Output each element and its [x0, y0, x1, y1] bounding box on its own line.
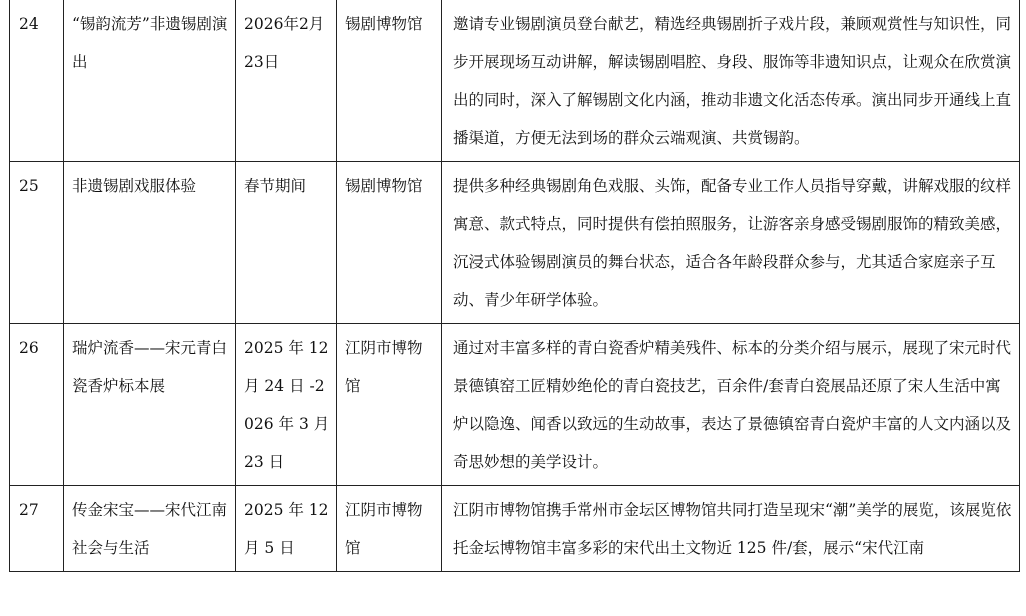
- event-date: [236, 0, 337, 162]
- event-description-text: 提供多种经典锡剧角色戏服、头饰，配备专业工作人员指导穿戴，讲解戏服的纹样寓意、款式特点，同时提供有偿拍照服务，让游客亲身感受锡剧服饰的精致美感，沉浸式体验锡剧演员的舞台状态，适合各年龄段群众参与，尤其适合家庭亲子互动、青少年研学体验。: [453, 177, 1012, 309]
- event-venue: [337, 0, 442, 162]
- event-description-text: 邀请专业锡剧演员登台献艺，精选经典锡剧折子戏片段，兼顾观赏性与知识性，同步开展现场互动讲解，解读锡剧唱腔、身段、服饰等非遗知识点，让观众在欣赏演出的同时，深入了解锡剧文化内涵，推动非遗文化活态传承。演出同步开通线上直播渠道，方便无法到场的群众云端观演、共赏锡韵。: [453, 15, 1012, 147]
- event-table: [9, 0, 1020, 572]
- event-venue: [337, 324, 442, 486]
- event-name-text: “锡韵流芳”非遗锡剧演出: [72, 15, 228, 71]
- row-number-text: 26: [19, 339, 39, 357]
- event-date: [236, 324, 337, 486]
- event-name: [64, 162, 236, 324]
- row-number: [10, 324, 64, 486]
- event-name: [64, 324, 236, 486]
- event-date-text: 2025 年 12 月 5 日: [244, 501, 329, 557]
- event-date-text: 2025 年 12 月 24 日 -2026 年 3 月 23 日: [244, 339, 330, 471]
- event-description: [442, 486, 1020, 572]
- event-description: [442, 324, 1020, 486]
- event-venue-text: 江阴市博物馆: [345, 501, 423, 557]
- event-venue: [337, 162, 442, 324]
- event-name: [64, 486, 236, 572]
- table-row: [10, 486, 1020, 572]
- event-date-text: 2026年2月23日: [244, 15, 325, 71]
- event-description: [442, 162, 1020, 324]
- row-number: [10, 162, 64, 324]
- row-number-text: 25: [19, 177, 39, 195]
- event-date: [236, 162, 337, 324]
- event-date: [236, 486, 337, 572]
- event-description: [442, 0, 1020, 162]
- row-number: [10, 0, 64, 162]
- event-venue: [337, 486, 442, 572]
- event-date-text: 春节期间: [244, 177, 307, 195]
- event-description-text: 通过对丰富多样的青白瓷香炉精美残件、标本的分类介绍与展示，展现了宋元时代景德镇窑工匠精妙绝伦的青白瓷技艺，百余件/套青白瓷展品还原了宋人生活中寓炉以隐逸、闻香以致远的生动故事，表达了景德镇窑青白瓷炉丰富的人文内涵以及奇思妙想的美学设计。: [453, 339, 1012, 471]
- row-number-text: 24: [19, 15, 39, 33]
- event-description-text: 江阴市博物馆携手常州市金坛区博物馆共同打造呈现宋“潮”美学的展览，该展览依托金坛博物馆丰富多彩的宋代出土文物近 125 件/套，展示“宋代江南: [453, 501, 1012, 557]
- event-venue-text: 江阴市博物馆: [345, 339, 423, 395]
- event-name-text: 传金宋宝——宋代江南社会与生活: [72, 501, 228, 557]
- event-venue-text: 锡剧博物馆: [345, 177, 423, 195]
- table-row: [10, 0, 1020, 162]
- table-row: [10, 324, 1020, 486]
- event-name-text: 非遗锡剧戏服体验: [72, 177, 197, 195]
- event-name: [64, 0, 236, 162]
- row-number: [10, 486, 64, 572]
- event-venue-text: 锡剧博物馆: [345, 15, 423, 33]
- event-name-text: 瑞炉流香——宋元青白瓷香炉标本展: [72, 339, 228, 395]
- row-number-text: 27: [19, 501, 39, 519]
- table-row: [10, 162, 1020, 324]
